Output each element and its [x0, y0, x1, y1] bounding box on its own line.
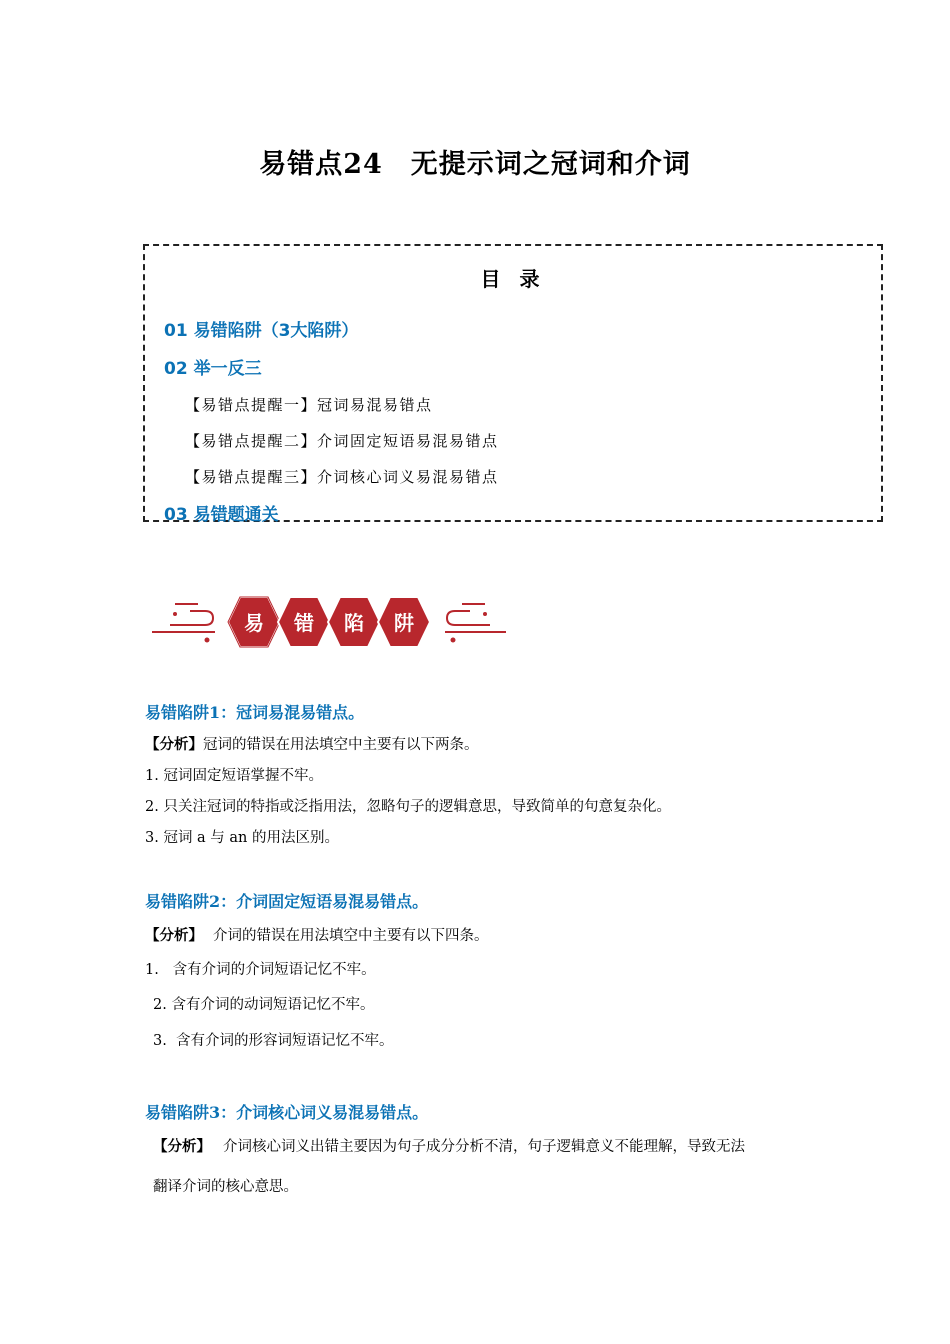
analysis-tag: 【分析】 [145, 927, 203, 944]
banner-char-1: 易 [244, 611, 264, 635]
trap-1-point-2: 2. 只关注冠词的特指或泛指用法，忽略句子的逻辑意思，导致简单的句意复杂化。 [145, 799, 671, 815]
page-title: 易错点24 无提示词之冠词和介词 [259, 149, 691, 180]
right-swirl-decoration [445, 604, 506, 643]
toc-item-1[interactable]: 【易错点提醒一】冠词易混易错点 [185, 396, 433, 414]
banner-graphic [150, 592, 510, 652]
trap-1-point-1: 1. 冠词固定短语掌握不牢。 [145, 768, 323, 784]
toc-section-3[interactable]: 03 易错题通关 [164, 505, 279, 525]
toc-section-1[interactable]: 01 易错陷阱（3大陷阱） [164, 321, 359, 341]
trap-2-analysis [145, 926, 489, 946]
left-swirl-decoration [152, 604, 215, 643]
trap-3-analysis-line-1 [153, 1137, 745, 1157]
trap-3-title: 易错陷阱3：介词核心词义易混易错点。 [145, 1103, 429, 1122]
analysis-text: 介词的错误在用法填空中主要有以下四条。 [213, 928, 489, 944]
toc-heading: 目 录 [480, 267, 546, 291]
trap-2-title: 易错陷阱2：介词固定短语易混易错点。 [145, 892, 429, 911]
trap-2-point-3: 3. 含有介词的形容词短语记忆不牢。 [153, 1033, 394, 1049]
trap-3-analysis-line-2: 翻译介词的核心意思。 [153, 1179, 298, 1195]
table-of-contents [143, 244, 883, 525]
analysis-tag: 【分析】 [145, 736, 203, 753]
toc-item-3[interactable]: 【易错点提醒三】介词核心词义易混易错点 [185, 468, 499, 486]
trap-2-point-2: 2. 含有介词的动词短语记忆不牢。 [153, 997, 375, 1013]
toc-section-2[interactable]: 02 举一反三 [164, 359, 262, 379]
banner-char-4: 阱 [394, 611, 414, 635]
section-banner [150, 592, 510, 656]
banner-char-3: 陷 [344, 611, 364, 635]
trap-1-analysis [145, 735, 479, 755]
trap-2-point-1: 1. 含有介词的介词短语记忆不牢。 [145, 962, 376, 978]
analysis-text: 冠词的错误在用法填空中主要有以下两条。 [203, 737, 479, 753]
trap-1-point-3: 3. 冠词 a 与 an 的用法区别。 [145, 830, 340, 846]
toc-item-2[interactable]: 【易错点提醒二】介词固定短语易混易错点 [185, 432, 499, 450]
banner-char-2: 错 [294, 611, 314, 635]
analysis-text: 介词核心词义出错主要因为句子成分分析不清，句子逻辑意义不能理解，导致无法 [223, 1139, 745, 1155]
analysis-tag: 【分析】 [153, 1138, 211, 1155]
trap-1-title: 易错陷阱1：冠词易混易错点。 [145, 703, 365, 722]
